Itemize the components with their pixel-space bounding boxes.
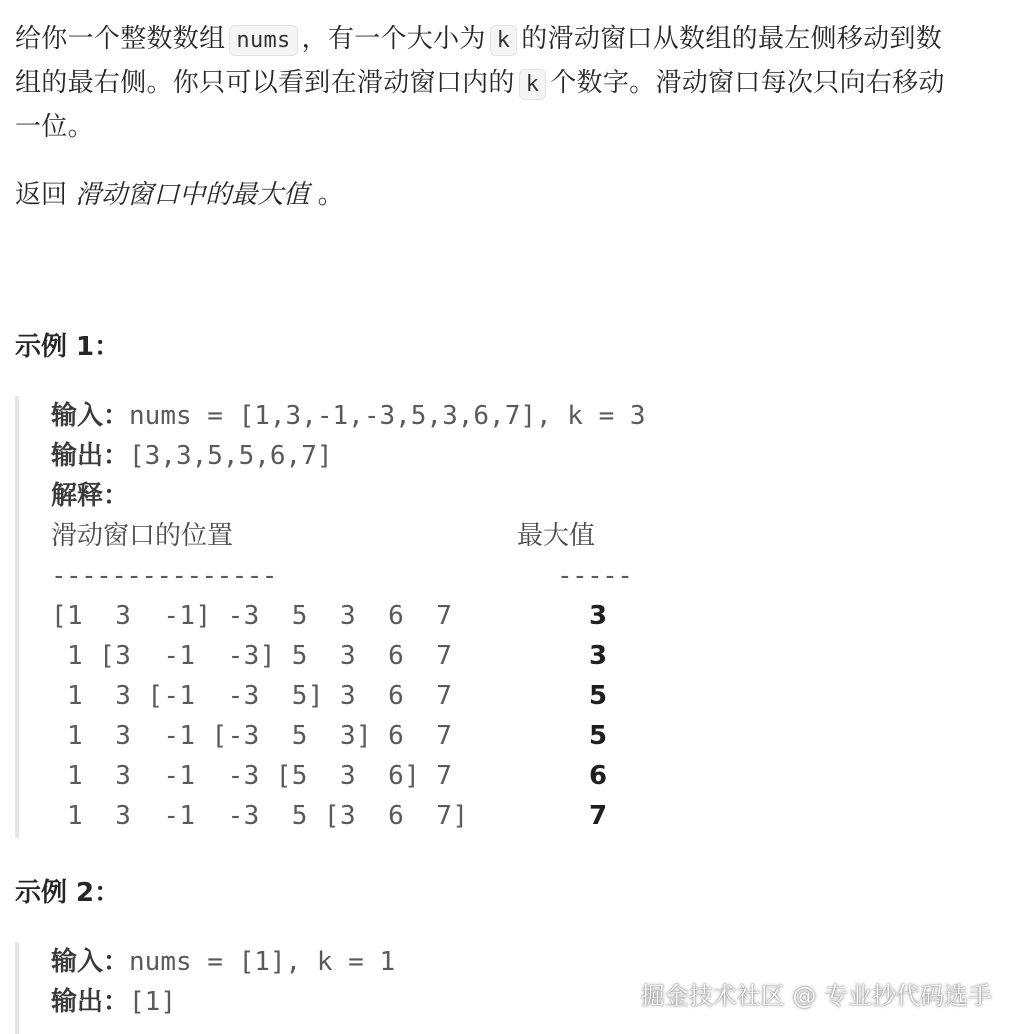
explain-label: 解释： <box>51 481 130 511</box>
return-suffix: 。 <box>317 180 344 210</box>
table-header <box>51 516 715 556</box>
table-row <box>51 716 715 756</box>
input-label: 输入： <box>51 947 130 977</box>
example-1-input <box>51 396 715 436</box>
example-2-code-block <box>15 942 615 1034</box>
problem-description <box>15 18 1010 148</box>
example-1-title: 示例 1： <box>15 332 121 362</box>
example-1-code-block <box>15 396 715 838</box>
intro-line-1 <box>15 18 1010 62</box>
table-separator <box>51 556 715 596</box>
separator-window: --------------- <box>51 561 277 591</box>
output-label: 输出： <box>51 441 130 471</box>
window-max: 5 <box>589 681 608 711</box>
output-value: [3,3,5,5,6,7] <box>129 441 333 471</box>
column-header-window: 滑动窗口的位置 <box>51 521 234 551</box>
return-statement <box>15 174 344 216</box>
inline-code-nums: nums <box>229 25 297 56</box>
example-2-title: 示例 2： <box>15 878 121 908</box>
window-max: 3 <box>589 601 608 631</box>
window-max: 5 <box>589 721 608 751</box>
intro-text: 个数字。滑动窗口每次只向右移动 <box>550 68 945 98</box>
table-row <box>51 676 715 716</box>
window-position: 1 3 [-1 -3 5] 3 6 7 <box>51 681 453 711</box>
input-label: 输入： <box>51 401 130 431</box>
separator-max: ----- <box>557 561 633 591</box>
example-1-explain <box>51 476 715 516</box>
inline-code-k: k <box>490 25 518 56</box>
table-row <box>51 796 715 836</box>
table-row <box>51 636 715 676</box>
column-header-max: 最大值 <box>517 521 596 551</box>
example-2-output <box>51 982 615 1022</box>
watermark: 掘金技术社区 @ 专业抄代码选手 <box>640 982 992 1010</box>
window-position: 1 [3 -1 -3] 5 3 6 7 <box>51 641 453 671</box>
intro-line-2 <box>15 62 1010 106</box>
window-max: 3 <box>589 641 608 671</box>
example-1-output <box>51 436 715 476</box>
intro-text: 组的最右侧。你只可以看到在滑动窗口内的 <box>15 68 515 98</box>
table-row <box>51 756 715 796</box>
inline-code-k: k <box>519 69 547 100</box>
return-prefix: 返回 <box>15 180 68 210</box>
window-position: [1 3 -1] -3 5 3 6 7 <box>51 601 453 631</box>
window-position: 1 3 -1 -3 5 [3 6 7] <box>51 801 469 831</box>
window-max: 6 <box>589 761 608 791</box>
input-value: nums = [1], k = 1 <box>129 947 396 977</box>
intro-text: 的滑动窗口从数组的最左侧移动到数 <box>521 24 943 54</box>
intro-text: 一位。 <box>15 112 94 142</box>
input-value: nums = [1,3,-1,-3,5,3,6,7], k = 3 <box>129 401 646 431</box>
table-row <box>51 596 715 636</box>
example-2-input <box>51 942 615 982</box>
window-position: 1 3 -1 -3 [5 3 6] 7 <box>51 761 453 791</box>
intro-line-3 <box>15 106 1010 148</box>
output-value: [1] <box>129 987 176 1017</box>
output-label: 输出： <box>51 987 130 1017</box>
intro-text: 给你一个整数数组 <box>15 24 226 54</box>
intro-text: ，有一个大小为 <box>301 24 486 54</box>
window-position: 1 3 -1 [-3 5 3] 6 7 <box>51 721 453 751</box>
window-max: 7 <box>589 801 608 831</box>
return-emphasis: 滑动窗口中的最大值 <box>75 180 310 210</box>
